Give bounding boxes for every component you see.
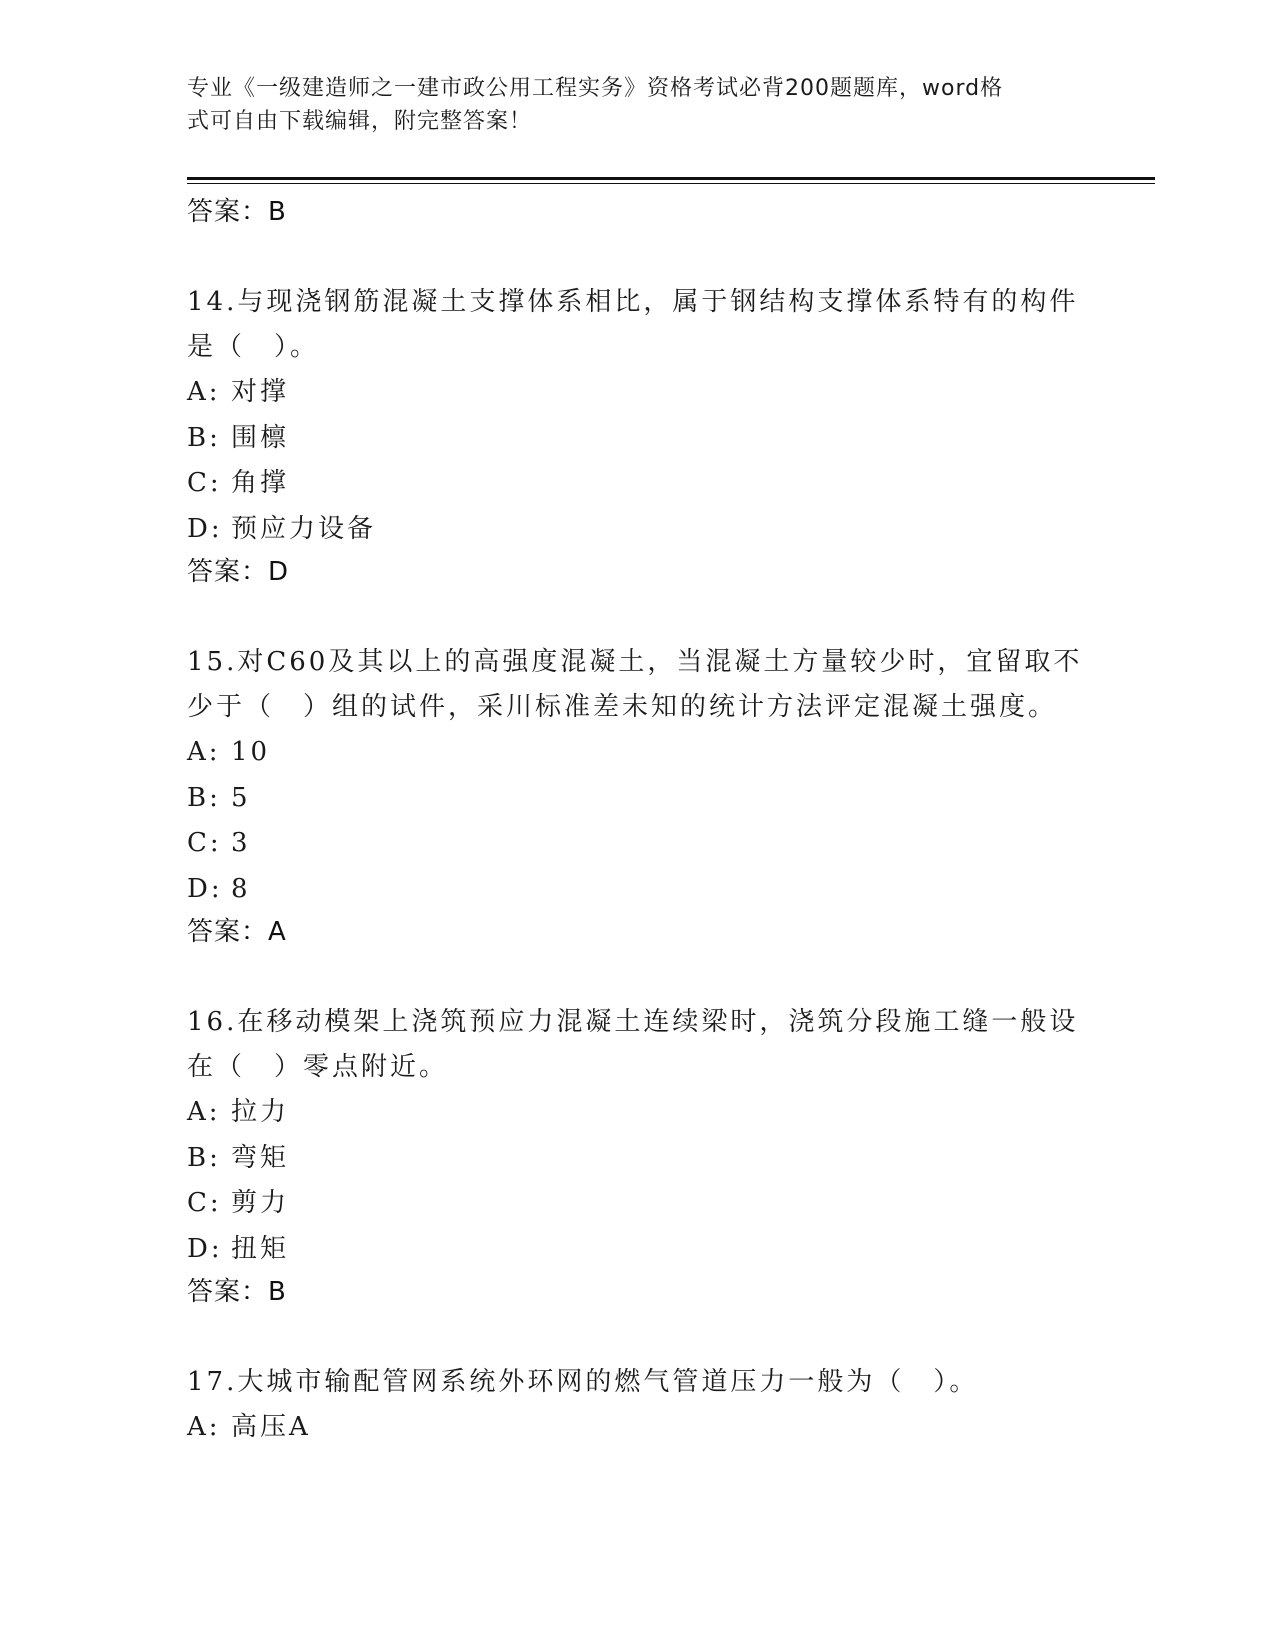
option-text: 围檩 [231, 422, 290, 453]
option-letter: D: [187, 1233, 223, 1264]
header-rule-thick [187, 177, 1155, 180]
option-letter: B: [187, 1142, 221, 1173]
option-a [187, 1405, 1087, 1451]
option-c [187, 1181, 1087, 1227]
question-16 [187, 1000, 1087, 1312]
option-letter: C: [187, 828, 222, 858]
question-stem-line: 16.在移动模架上浇筑预应力混凝土连续梁时，浇筑分段施工缝一般设 [187, 1007, 1079, 1037]
option-text: 弯矩 [231, 1142, 290, 1173]
option-a [187, 370, 1087, 416]
option-a [187, 730, 1087, 776]
option-text: 拉力 [231, 1097, 290, 1127]
option-b [187, 1136, 1087, 1182]
option-letter: A: [187, 377, 221, 407]
option-letter: B: [187, 422, 221, 453]
option-letter: D: [187, 873, 223, 904]
option-letter: B: [187, 782, 221, 813]
option-b [187, 416, 1087, 462]
question-15 [187, 640, 1087, 952]
option-c [187, 461, 1087, 507]
answer: 答案：A [187, 917, 287, 947]
question-stem-line: 15.对C60及其以上的高强度混凝土，当混凝土方量较少时，宜留取不 [187, 647, 1083, 677]
option-a [187, 1090, 1087, 1136]
question-stem [187, 640, 1087, 730]
option-d [187, 507, 1087, 553]
answer: 答案：D [187, 557, 290, 587]
question-stem-line: 14.与现浇钢筋混凝土支撑体系相比，属于钢结构支撑体系特有的构件 [187, 287, 1079, 317]
option-text: 预应力设备 [231, 513, 377, 544]
option-d [187, 1227, 1087, 1273]
option-letter: D: [187, 513, 223, 544]
header-line-2: 式可自由下载编辑，附完整答案！ [187, 109, 533, 134]
question-17 [187, 1360, 1087, 1451]
header-rule-thin [187, 183, 1155, 184]
question-stem [187, 1000, 1087, 1090]
option-letter: C: [187, 1188, 222, 1218]
option-d [187, 867, 1087, 913]
question-stem [187, 1360, 1087, 1405]
question-14 [187, 280, 1087, 592]
question-stem-line: 少于（ ）组的试件，采川标准差未知的统计方法评定混凝土强度。 [187, 692, 1058, 722]
option-letter: A: [187, 1412, 221, 1442]
option-text: 8 [231, 873, 251, 904]
option-text: 高压A [231, 1412, 311, 1442]
question-stem-line: 在（ ）零点附近。 [187, 1052, 449, 1082]
previous-answer: 答案：B [187, 197, 287, 227]
option-b [187, 776, 1087, 822]
option-text: 角撑 [231, 468, 290, 498]
option-text: 剪力 [231, 1188, 290, 1218]
option-text: 3 [231, 828, 251, 858]
question-list [187, 192, 1087, 1451]
document-header [187, 72, 1067, 138]
option-letter: A: [187, 737, 221, 767]
option-letter: A: [187, 1097, 221, 1127]
answer: 答案：B [187, 1277, 287, 1307]
option-c [187, 821, 1087, 867]
option-letter: C: [187, 468, 222, 498]
question-stem-line: 是（ ）。 [187, 332, 320, 362]
header-line-1: 专业《一级建造师之一建市政公用工程实务》资格考试必背200题题库，word格 [187, 76, 1004, 101]
option-text: 扭矩 [231, 1233, 290, 1264]
question-stem [187, 280, 1087, 370]
option-text: 对撑 [231, 377, 290, 407]
option-text: 10 [231, 737, 271, 767]
question-stem-line: 17.大城市输配管网系统外环网的燃气管道压力一般为（ ）。 [187, 1367, 979, 1397]
option-text: 5 [231, 782, 251, 813]
